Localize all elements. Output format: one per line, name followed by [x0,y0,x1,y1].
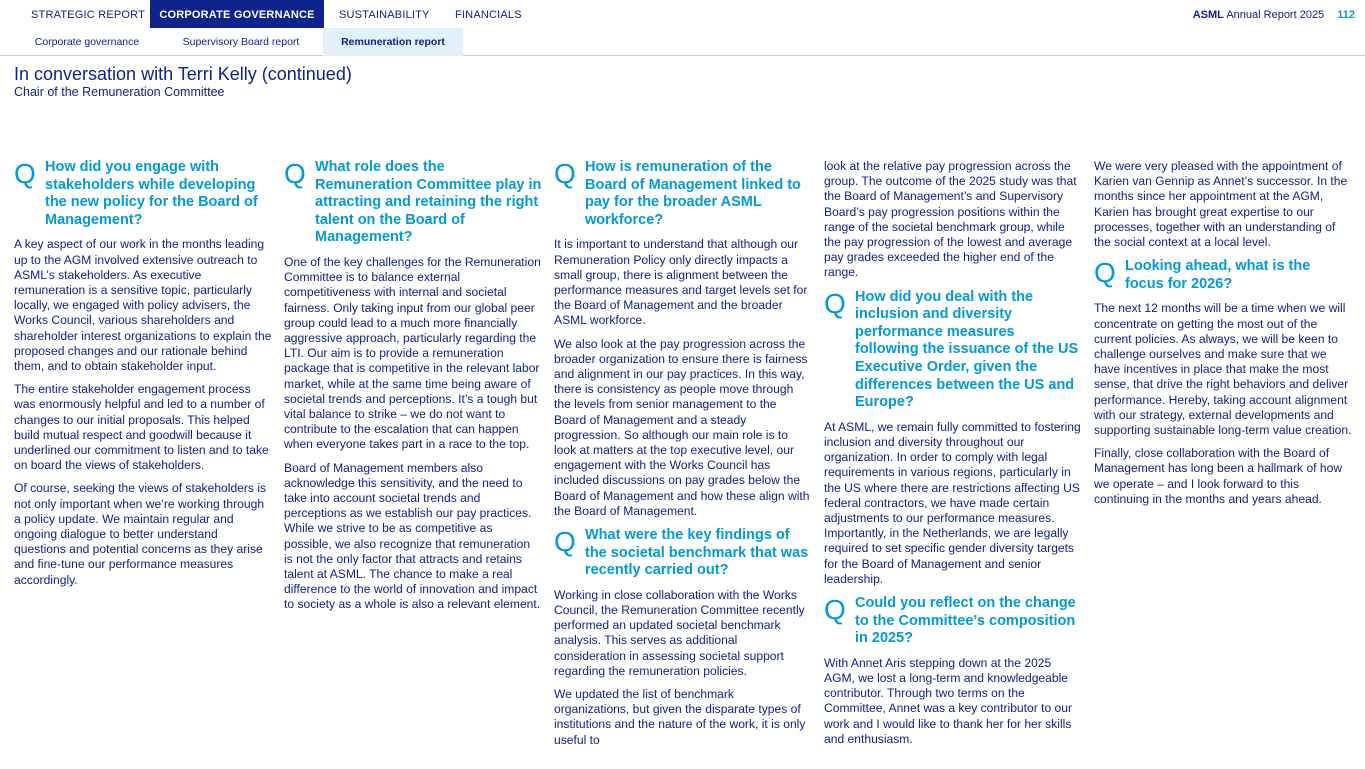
answer-paragraph: With Annet Aris stepping down at the 2025 AGM, we lost a long-term and knowledgeable contributor. Through two terms on the Committee, Annet was a key contributor to our work and I would like to thank her for her skills and enthusiasm. [824,655,1073,746]
answer-paragraph: A key aspect of our work in the months leading up to the AGM involved extensive outreach to ASML’s stakeholders. As executive remuneration is a sensitive topic, particularly locally, we engaged with policy advisers, the Works Council, various shareholders and shareholder interest organizations to explain the proposed changes and our rationale behind them, and to obtain stakeholder input. [14,237,272,373]
q-mark: Q [284,158,306,189]
answer-paragraph: We also look at the pay progression across the broader organization to ensure there is fairness and alignment in our pay practices. In this way, there is consistency as people move through the levels from senior management to the Board of Management and a steady progression. So although our main role is to look at matters at the top executive level, our engagement with the Works Council has included discussions on pay grades below the Board of Management and how these align with the Board of Management. [554,336,810,518]
report-label: Annual Report 2025 [1226,9,1325,21]
page-title: In conversation with Terri Kelly (continued) [14,64,352,84]
q-mark: Q [554,526,576,558]
tab-sustainability[interactable]: SUSTAINABILITY [339,9,430,21]
question-text: What role does the Remuneration Committee play in attracting and retaining the right talent on the Board of Management? [315,159,542,246]
answer-paragraph: The entire stakeholder engagement process was enormously helpful and led to a number of changes to our initial proposals. This helped build mutual respect and goodwill because it underlined our commitment to listen and to take on board the views of stakeholders. [14,382,269,473]
question-text: How did you engage with stakeholders while developing the new policy for the Board of Management? [45,159,258,228]
page-number: 112 [1337,9,1355,21]
subtab-supervisory-board-report[interactable]: Supervisory Board report [182,36,300,48]
answer-paragraph: Of course, seeking the views of stakeholders is not only important when we’re working through a policy update. We maintain regular and ongoing dialogue to better understand questions and potential concerns as they arise and fine-tune our performance measures accordingly. [14,481,267,587]
column-4 [824,159,1082,755]
sub-navigation [0,28,1365,56]
q-mark: Q [554,158,576,189]
answer-paragraph: We updated the list of benchmark organizations, but given the disparate types of institutions and the nature of the work, it is only useful to [554,687,806,747]
brand-label: ASML [1192,9,1224,21]
subtab-corporate-governance[interactable]: Corporate governance [34,36,140,48]
question-text: How did you deal with the inclusion and diversity performance measures following the issuance of the US Executive Order, given the differences between the US and Europe? [855,288,1079,411]
page-subtitle: Chair of the Remuneration Committee [14,85,225,99]
question-heading [1094,258,1352,293]
tab-financials[interactable]: FINANCIALS [455,9,522,21]
answer-paragraph: look at the relative pay progression across the group. The outcome of the 2025 study was that the Board of Management’s and Supervisory Board’s pay progression positions within the range of the societal benchmark group, while the pay progression of the lowest and average pay grades exceeded the higher end of the range. [824,159,1077,280]
q-mark: Q [824,594,846,626]
q-mark: Q [1094,257,1116,289]
question-text: What were the key findings of the societal benchmark that was recently carried out? [585,527,809,579]
answer-paragraph: It is important to understand that although our Remuneration Policy only directly impacts a small group, there is alignment between the performance measures and target levels set for the Board of Management and the broader ASML workforce. [554,237,808,328]
answer-paragraph: We were very pleased with the appointment of Karien van Gennip as Annet’s successor. In the months since her appointment at the AGM, Karien has brought great expertise to our processes, together with an understanding of the social context at a local level. [1094,159,1348,250]
answer-paragraph: One of the key challenges for the Remuneration Committee is to balance external competitiveness with internal and societal fairness. Only taking input from our global peer group could lead to a much more financially aggressive approach, particularly regarding the LTI. Our aim is to provide a remuneration package that is competitive in the relevant labor market, while at the same time being aware of societal trends and perceptions. It’s a tough but vital balance to strike – we do not want to contribute to the escalation that can happen when everyone takes part in a race to the top. [284,254,541,452]
column-1 [14,159,272,596]
question-heading [824,595,1082,648]
question-heading [284,159,542,247]
tab-strategic-report[interactable]: STRATEGIC REPORT [31,9,146,21]
report-info [1193,0,1355,28]
question-heading [554,159,812,229]
question-text: How is remuneration of the Board of Management linked to pay for the broader ASML workforce? [585,159,801,228]
answer-paragraph: Working in close collaboration with the Works Council, the Remuneration Committee recently performed an updated societal benchmark analysis. This serves as additional consideration in assessing societal support regarding the remuneration policies. [554,587,805,678]
question-heading [14,159,272,229]
answer-paragraph: Finally, close collaboration with the Board of Management has long been a hallmark of how we operate – and I look forward to this continuing in the months and years ahead. [1094,446,1343,506]
q-mark: Q [14,158,36,189]
answer-paragraph: The next 12 months will be a time when we will concentrate on getting the most out of the current policies. As always, we will be keen to challenge ourselves and make sure that we have incentives in place that make the most sense, that drive the right behaviors and deliver performance. Hereby, taking account alignment with our strategy, external developments and supporting sustainable long-term value creation. [1094,301,1352,438]
column-3 [554,159,812,756]
question-text: Could you reflect on the change to the Committee’s composition in 2025? [855,595,1076,647]
question-heading [554,527,812,580]
answer-paragraph: At ASML, we remain fully committed to fostering inclusion and diversity throughout our organization. In order to comply with legal requirements in various regions, particularly in the US where there are restrictions affecting US federal contractors, we have made certain adjustments to our performance measures. Importantly, in the Netherlands, we are legally required to set specific gender diversity targets for the Board of Management and senior leadership. [824,419,1081,586]
question-heading [824,289,1082,412]
answer-paragraph: Board of Management members also acknowledge this sensitivity, and the need to take into account societal trends and perceptions as we establish our pay practices. While we strive to be as competitive as possible, we also recognize that remuneration is not the only factor that attracts and retains talent at ASML. The chance to make a real difference to the world of innovation and impact to society as a whole is also a relevant element. [284,460,541,612]
tab-corporate-governance[interactable]: CORPORATE GOVERNANCE [150,0,324,28]
column-2 [284,159,542,621]
q-mark: Q [824,287,846,319]
question-text: Looking ahead, what is the focus for 2026? [1125,258,1311,292]
column-5 [1094,159,1352,515]
top-navigation [0,0,1365,28]
subtab-remuneration-report[interactable]: Remuneration report [323,28,463,56]
